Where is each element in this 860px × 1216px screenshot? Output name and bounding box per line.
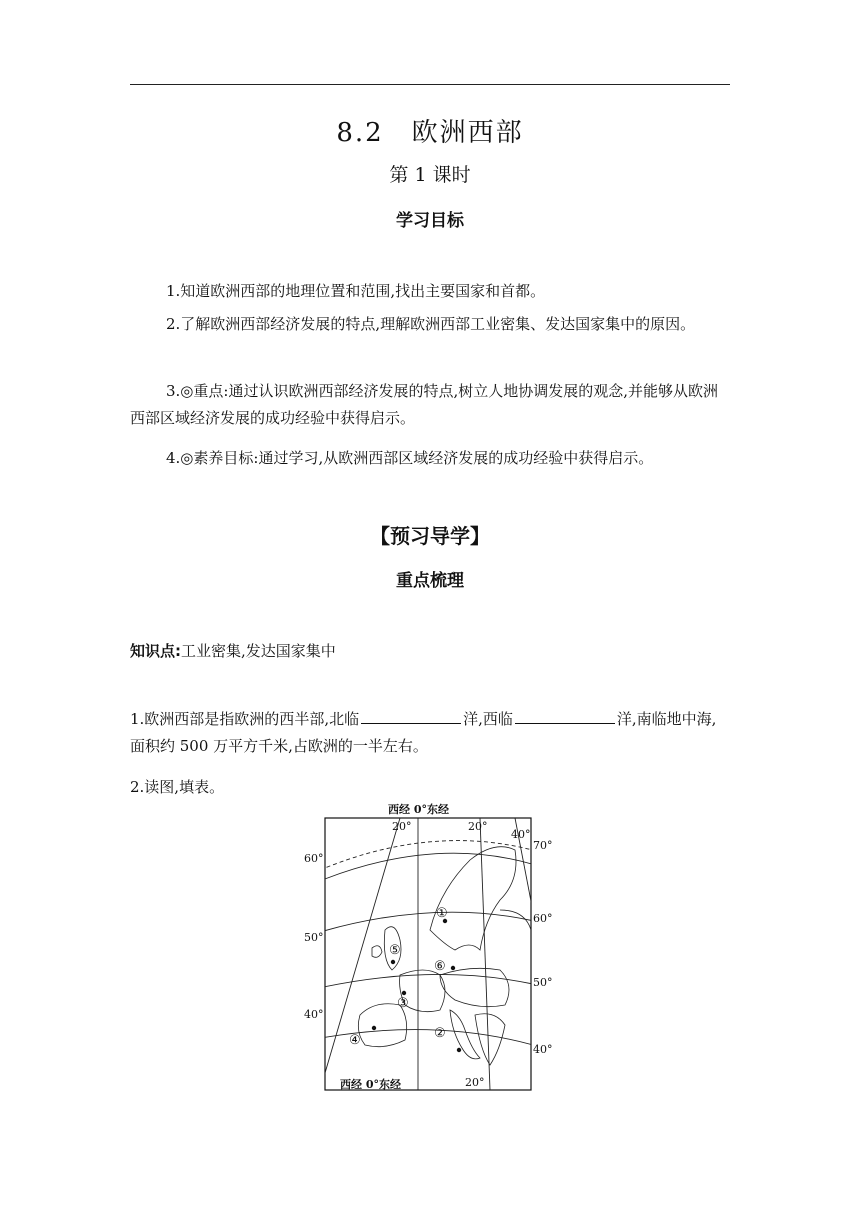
question-1-text-b: 洋,西临 bbox=[463, 710, 513, 728]
goal-item-1: 1.知道欧洲西部的地理位置和范围,找出主要国家和首都。 bbox=[166, 282, 546, 300]
preview-heading: 【预习导学】 bbox=[370, 524, 490, 548]
lat-label-right-40: 40° bbox=[533, 1043, 553, 1056]
question-1-text-c: 洋,南临地中海,面积约 500 万平方千米,占欧洲的一半左右。 bbox=[130, 710, 717, 755]
question-1-text-a: 1.欧洲西部是指欧洲的西半部,北临 bbox=[130, 710, 360, 728]
marker-5: ⑤ bbox=[389, 943, 401, 958]
blank-north-ocean[interactable] bbox=[361, 709, 461, 724]
goal-item-3: 3.◎重点:通过认识欧洲西部经济发展的特点,树立人地协调发展的观念,并能够从欧洲西部区域经济发展的成功经验中获得启示。 bbox=[130, 382, 718, 427]
lat-label-left-40: 40° bbox=[304, 1008, 324, 1021]
blank-west-ocean[interactable] bbox=[515, 709, 615, 724]
question-2: 2.读图,填表。 bbox=[130, 778, 225, 796]
map-top-label: 西经 0°东经 bbox=[388, 803, 449, 816]
western-europe-map bbox=[300, 800, 560, 1092]
map-bottom-label: 西经 0°东经 bbox=[340, 1078, 401, 1091]
knowledge-text: 工业密集,发达国家集中 bbox=[181, 642, 336, 660]
lon-label-top-20e: 20° bbox=[468, 820, 488, 833]
lat-label-left-60: 60° bbox=[304, 852, 324, 865]
lat-label-right-50: 50° bbox=[533, 976, 553, 989]
lon-label-bottom-20e: 20° bbox=[465, 1076, 485, 1089]
marker-3: ③ bbox=[397, 996, 409, 1011]
lat-label-right-60: 60° bbox=[533, 912, 553, 925]
goal-item-4: 4.◎素养目标:通过学习,从欧洲西部区域经济发展的成功经验中获得启示。 bbox=[166, 449, 654, 467]
lon-label-top-20w: 20° bbox=[392, 820, 412, 833]
goal-item-2: 2.了解欧洲西部经济发展的特点,理解欧洲西部工业密集、发达国家集中的原因。 bbox=[166, 315, 696, 333]
key-points-heading: 重点梳理 bbox=[396, 571, 464, 591]
map-frame bbox=[325, 818, 531, 1090]
marker-6: ⑥ bbox=[434, 959, 446, 974]
goals-heading: 学习目标 bbox=[396, 211, 464, 231]
lat-label-left-50: 50° bbox=[304, 931, 324, 944]
top-rule bbox=[130, 84, 730, 85]
lesson-subtitle: 第 1 课时 bbox=[389, 164, 471, 186]
marker-1: ① bbox=[436, 906, 448, 921]
page-title: 8.2 欧洲西部 bbox=[336, 118, 524, 148]
knowledge-point bbox=[130, 640, 336, 661]
marker-2: ② bbox=[434, 1026, 446, 1041]
knowledge-label: 知识点: bbox=[130, 642, 181, 660]
question-1 bbox=[130, 706, 730, 760]
lon-label-40e: 40° bbox=[511, 828, 531, 841]
lat-label-right-70: 70° bbox=[533, 839, 553, 852]
marker-4: ④ bbox=[349, 1033, 361, 1048]
